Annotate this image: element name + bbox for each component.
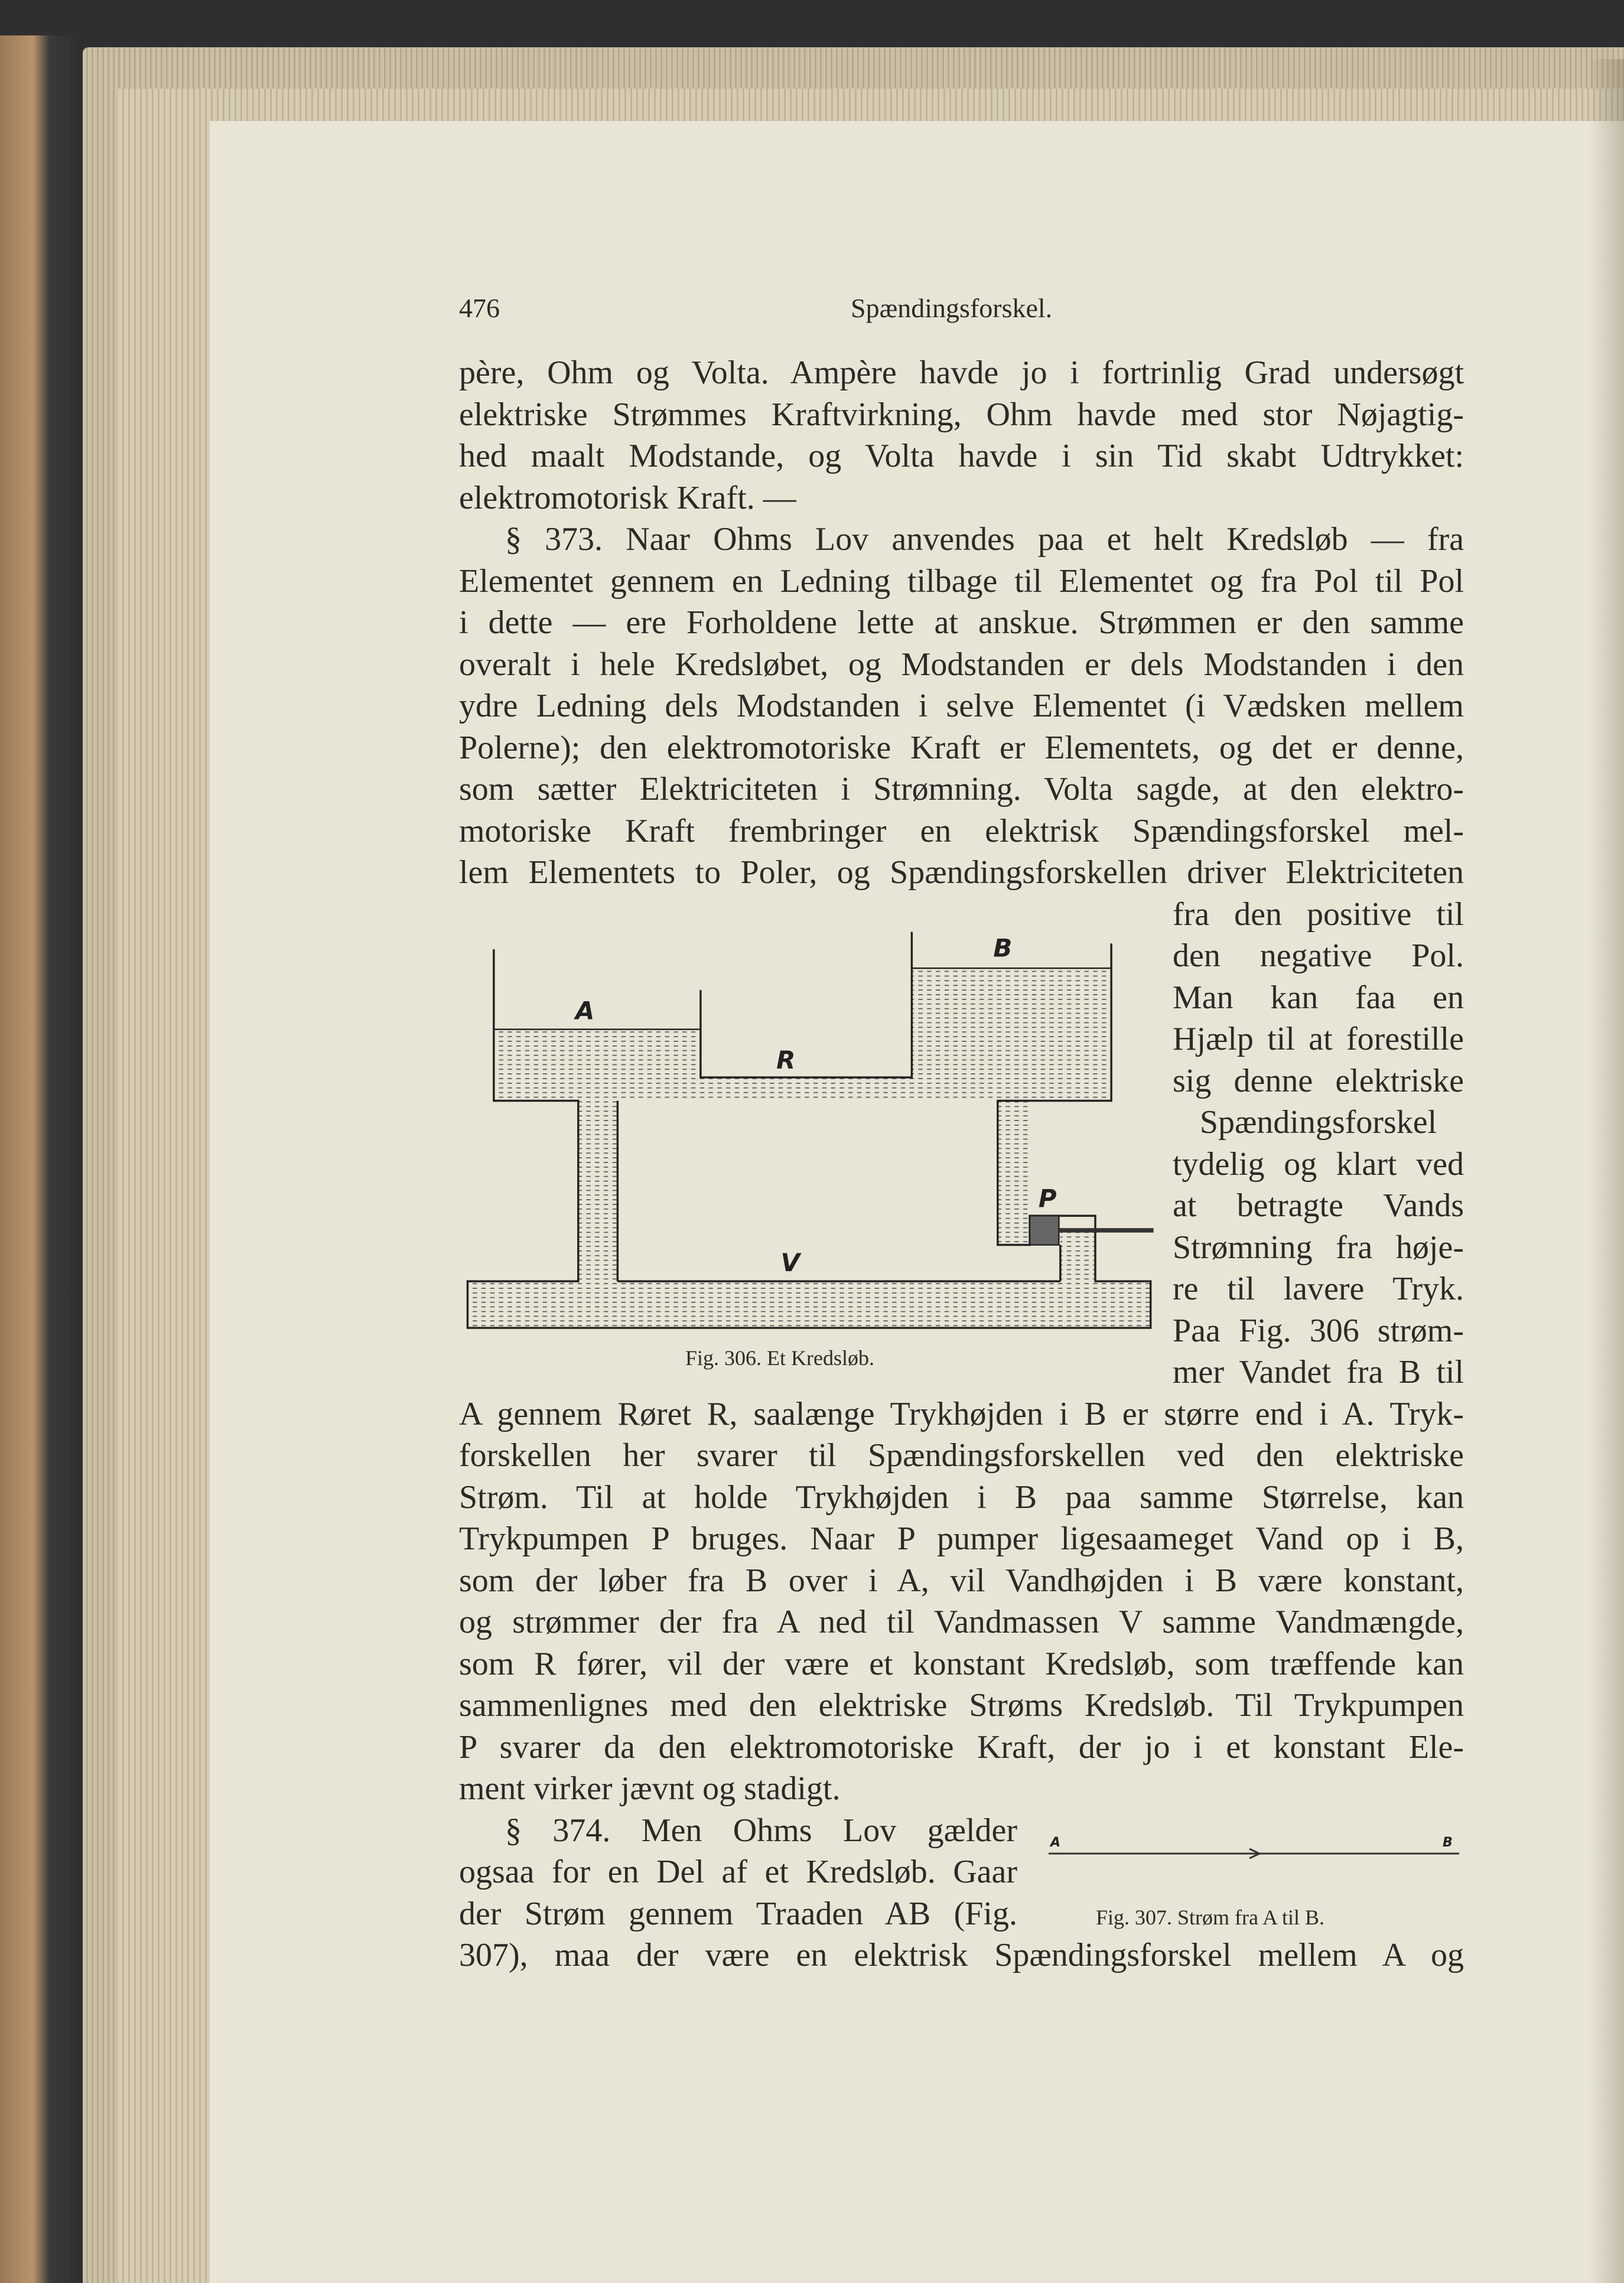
book-spine [0, 35, 83, 2283]
figure-306-circuit-diagram [466, 924, 1158, 1337]
text-line: som der løber fra B over i A, vil Vandhøjden i B være konstant, [459, 1562, 1464, 1599]
text-line: Hjælp til at forestille [1173, 1021, 1464, 1057]
text-line: at betragte Vands [1173, 1187, 1464, 1224]
label-b: B [1443, 1835, 1453, 1850]
label-a: A [1050, 1835, 1061, 1850]
text-line: fra den positive til [1173, 895, 1464, 933]
text-line: den negative Pol. [1173, 937, 1464, 974]
running-title: Spændingsforskel. [851, 293, 1053, 323]
label-p: P [1038, 1184, 1057, 1213]
figure-307-caption: Fig. 307. Strøm fra A til B. [1096, 1906, 1325, 1929]
text-line: P svarer da den elektromotoriske Kraft, der jo i et konstant Ele- [459, 1728, 1464, 1766]
text-line: ydre Ledning dels Modstanden i selve Elementet (i Vædsken mellem [459, 688, 1464, 724]
section-373-heading-line: § 373. Naar Ohms Lov anvendes paa et helt Kredsløb — fra [505, 521, 1464, 558]
text-line: ment virker jævnt og stadigt. [459, 1770, 841, 1807]
text-line: og strømmer der fra A ned til Vandmassen V samme Vandmængde, [459, 1604, 1464, 1640]
pump-piston [1030, 1216, 1059, 1245]
figure-307-wire-diagram [1046, 1831, 1471, 1867]
text-line: Strømning fra høje- [1173, 1229, 1464, 1266]
text-line: père, Ohm og Volta. Ampère havde jo i fortrinlig Grad undersøgt [459, 354, 1464, 391]
page-number: 476 [459, 293, 500, 323]
text-line: Spændingsforskel [1199, 1104, 1437, 1141]
text-line: overalt i hele Kredsløbet, og Modstanden er dels Modstanden i den [459, 646, 1464, 683]
text-line: A gennem Røret R, saalænge Trykhøjden i B er større end i A. Tryk- [459, 1395, 1464, 1432]
text-line: Man kan faa en [1173, 979, 1464, 1016]
text-line: 307), maa der være en elektrisk Spændingsforskel mellem A og [459, 1937, 1464, 1973]
text-line: Trykpumpen P bruges. Naar P pumper ligesaameget Vand op i B, [459, 1520, 1464, 1557]
text-line: sig denne elektriske [1173, 1062, 1464, 1099]
text-line: sammenlignes med den elektriske Strøms Kredsløb. Til Trykpumpen [459, 1687, 1464, 1724]
text-line: Polerne); den elektromotoriske Kraft er Elementets, og det er denne, [459, 729, 1464, 766]
text-line: lem Elementets to Poler, og Spændingsforskellen driver Elektriciteten [459, 854, 1464, 891]
text-line: som R fører, vil der være et konstant Kredsløb, som træffende kan [459, 1645, 1464, 1682]
water-fill [467, 968, 1150, 1328]
text-line: Elementet gennem en Ledning tilbage til Elementet og fra Pol til Pol [459, 562, 1464, 600]
label-b: B [993, 933, 1013, 963]
section-374-heading-line: § 374. Men Ohms Lov gælder [505, 1812, 1017, 1849]
text-line: elektromotorisk Kraft. — [459, 479, 796, 516]
text-line: Strøm. Til at holde Trykhøjden i B paa samme Størrelse, kan [459, 1478, 1464, 1516]
label-a: A [575, 996, 595, 1025]
text-line: i dette — ere Forholdene lette at anskue. Strømmen er den samme [459, 604, 1464, 641]
label-r: R [776, 1046, 796, 1075]
page-shadow [1589, 59, 1624, 2283]
text-line: mer Vandet fra B til [1173, 1354, 1464, 1390]
text-line: ogsaa for en Del af et Kredsløb. Gaar [459, 1854, 1017, 1890]
text-line: hed maalt Modstande, og Volta havde i sin Tid skabt Udtrykket: [459, 438, 1464, 474]
text-line: der Strøm gennem Traaden AB (Fig. [459, 1895, 1017, 1932]
text-line: re til lavere Tryk. [1173, 1271, 1464, 1307]
figure-306-caption: Fig. 306. Et Kredsløb. [685, 1346, 874, 1370]
text-line: forskellen her svarer til Spændingsforskellen ved den elektriske [459, 1437, 1464, 1474]
label-v: V [780, 1248, 800, 1277]
text-line: tydelig og klart ved [1173, 1145, 1464, 1183]
text-line: Paa Fig. 306 strøm- [1173, 1312, 1464, 1349]
text-line: elektriske Strømmes Kraftvirkning, Ohm havde med stor Nøjagtig- [459, 396, 1464, 433]
text-line: som sætter Elektriciteten i Strømning. Volta sagde, at den elektro- [459, 771, 1464, 807]
text-line: motoriske Kraft frembringer en elektrisk Spændingsforskel mel- [459, 812, 1464, 849]
